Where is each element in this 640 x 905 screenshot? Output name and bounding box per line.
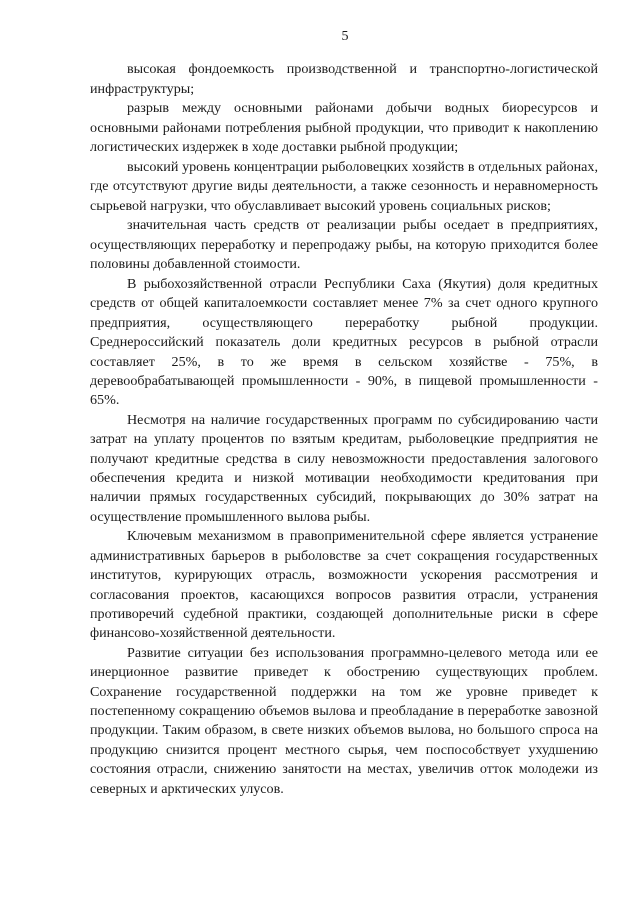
paragraph-key-mechanism: Ключевым механизмом в правоприменительной сфере является устранение административных барьеров в рыболовстве за счет сокращения государственных институтов, курирующих отрасль, возможности ускорения рассмотрения и согласования проектов, касающихся вопросов развития отрасли, устранения противоречий судебной практики, создающей дополнительные риски в сфере финансово-хозяйственной деятельности. <box>90 528 598 642</box>
paragraph-credit-share: В рыбохозяйственной отрасли Республики Саха (Якутия) доля кредитных средств от общей капиталоемкости составляет менее 7% за счет одного крупного предприятия, осуществляющего переработку рыбной продукции. Среднероссийский показатель доли кредитных ресурсов в рыбной отрасли составляет 25%, в то же время в сельском хозяйстве - 75%, в деревообрабатывающей промышленности - 90%, в пищевой промышленности - 65%. <box>90 276 598 409</box>
paragraph-infrastructure-capital-intensity: высокая фондоемкость производственной и транспортно-логистической инфраструктуры; <box>90 61 598 97</box>
paragraph-subsidy-programs: Несмотря на наличие государственных программ по субсидированию части затрат на уплату процентов по взятым кредитам, рыболовецкие предприятия не получают кредитные средства в силу невозможности предоставления залогового обеспечения кредита и низкой мотивации необходимости кредитования при наличии прямых государственных субсидий, покрывающих до 30% затрат на осуществление промышленного вылова рыбы. <box>90 411 598 525</box>
paragraph-production-consumption-gap: разрыв между основными районами добычи водных биоресурсов и основными районами потребления рыбной продукции, что приводит к накоплению логистических издержек в ходе доставки рыбной продукции; <box>90 100 598 156</box>
paragraph-value-added-distribution: значительная часть средств от реализации рыбы оседает в предприятиях, осуществляющих переработку и перепродажу рыбы, на которую приходится более половины добавленной стоимости. <box>90 217 598 273</box>
paragraph-inertial-development: Развитие ситуации без использования программно-целевого метода или ее инерционное развитие приведет к обострению существующих проблем. Сохранение государственной поддержки на том же уровне приведет к постепенному сокращению объемов вылова и преобладание в переработке завозной продукции. Таким образом, в свете низких объемов вылова, но большого спроса на продукцию снизится процент местного сырья, чем поспособствует ухудшению состояния отрасли, снижению занятости на местах, увеличив отток молодежи из северных и арктических улусов. <box>90 644 598 797</box>
paragraph-concentration-social-risks: высокий уровень концентрации рыболовецких хозяйств в отдельных районах, где отсутствуют другие виды деятельности, а также сезонность и неравномерность сырьевой нагрузки, что обуславливает высокий уровень социальных рисков; <box>90 158 598 214</box>
page-number: 5 <box>341 29 349 44</box>
document-body <box>90 60 598 799</box>
